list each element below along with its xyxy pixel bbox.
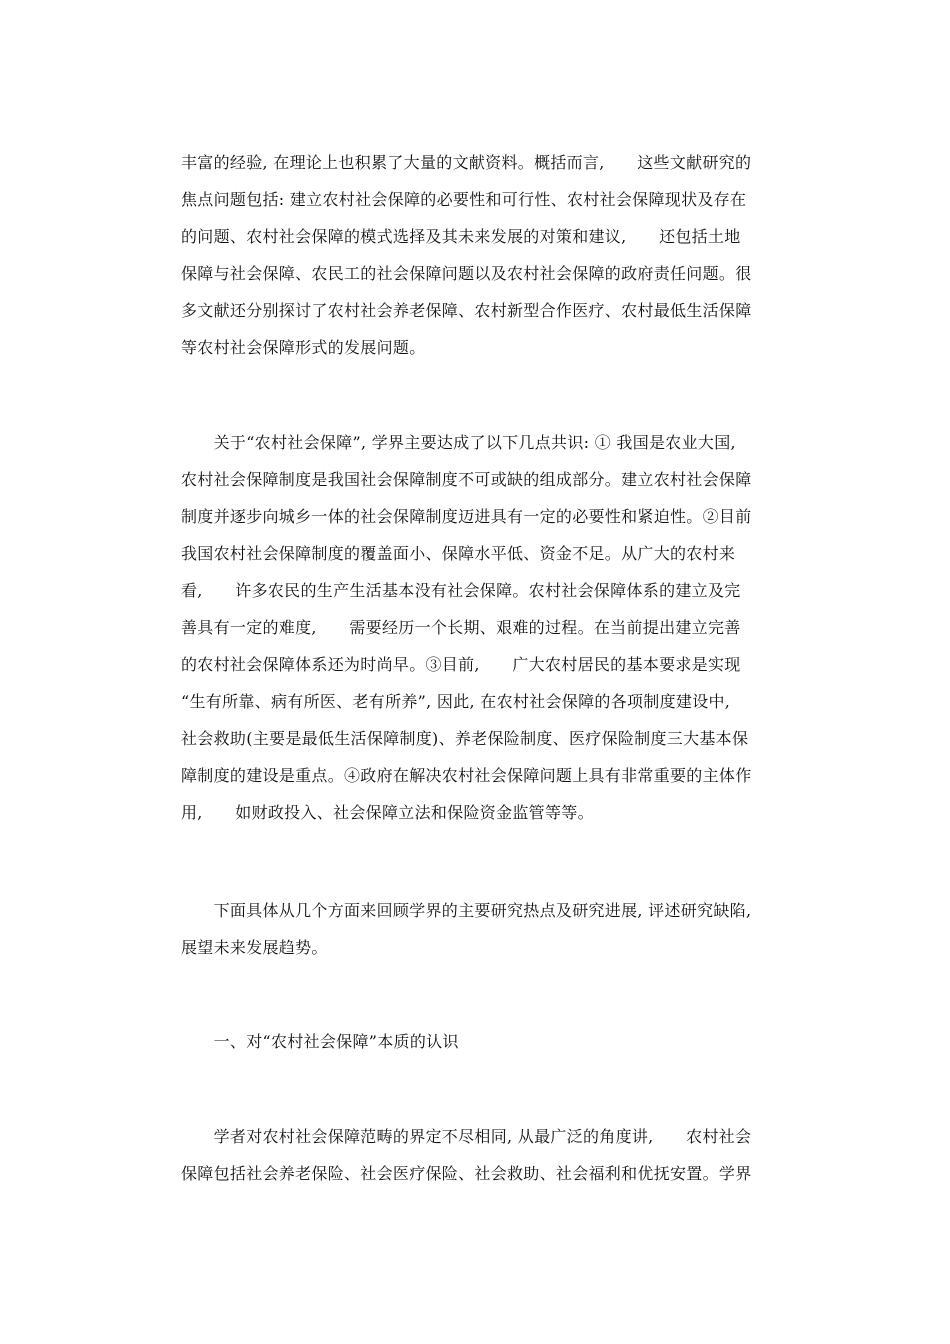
- text-line: 展望未来发展趋势。: [181, 938, 328, 957]
- text-line: 社会救助(主要是最低生活保障制度)、养老保险制度、医疗保险制度三大基本保: [181, 729, 749, 748]
- text-line: 用, 如财政投入、社会保障立法和保险资金监管等等。: [181, 803, 594, 822]
- text-line: 学者对农村社会保障范畴的界定不尽相同, 从最广泛的角度讲, 农村社会: [181, 1127, 752, 1146]
- text-line: 的问题、农村社会保障的模式选择及其未来发展的对策和建议, 还包括土地: [181, 227, 741, 246]
- section-heading: [181, 1023, 771, 1060]
- text-line: 我国农村社会保障制度的覆盖面小、保障水平低、资金不足。从广大的农村来: [181, 544, 736, 563]
- text-line: 制度并逐步向城乡一体的社会保障制度迈进具有一定的必要性和紧迫性。②目前: [181, 507, 752, 526]
- text-line: 等农村社会保障形式的发展问题。: [181, 338, 426, 357]
- text-line: 保障与社会保障、农民工的社会保障问题以及农村社会保障的政府责任问题。很: [181, 264, 752, 283]
- text-line: 善具有一定的难度, 需要经历一个长期、艰难的过程。在当前提出建立完善: [181, 618, 741, 637]
- paragraph-overview: [181, 892, 771, 966]
- text-line: “生有所靠、病有所医、老有所养”, 因此, 在农村社会保障的各项制度建设中,: [181, 692, 731, 711]
- text-line: 的农村社会保障体系还为时尚早。③目前, 广大农村居民的基本要求是实现: [181, 655, 741, 674]
- text-line: 障制度的建设是重点。④政府在解决农村社会保障问题上具有非常重要的主体作: [181, 766, 752, 785]
- text-line: 关于“农村社会保障”, 学界主要达成了以下几点共识: ① 我国是农业大国,: [181, 433, 736, 452]
- paragraph-consensus: [181, 424, 771, 831]
- text-line: 下面具体从几个方面来回顾学界的主要研究热点及研究进展, 评述研究缺陷,: [181, 901, 752, 920]
- section-heading-text: 一、对“农村社会保障”本质的认识: [181, 1032, 459, 1051]
- paragraph-research-summary: [181, 144, 771, 366]
- text-line: 丰富的经验, 在理论上也积累了大量的文献资料。概括而言, 这些文献研究的: [181, 153, 752, 172]
- text-line: 农村社会保障制度是我国社会保障制度不可或缺的组成部分。建立农村社会保障: [181, 470, 752, 489]
- text-line: 多文献还分别探讨了农村社会养老保障、农村新型合作医疗、农村最低生活保障: [181, 301, 752, 320]
- text-line: 焦点问题包括: 建立农村社会保障的必要性和可行性、农村社会保障现状及存在: [181, 190, 747, 209]
- text-line: 看, 许多农民的生产生活基本没有社会保障。农村社会保障体系的建立及完: [181, 581, 741, 600]
- paragraph-definition: [181, 1118, 771, 1192]
- text-line: 保障包括社会养老保险、社会医疗保险、社会救助、社会福利和优抚安置。学界: [181, 1164, 752, 1183]
